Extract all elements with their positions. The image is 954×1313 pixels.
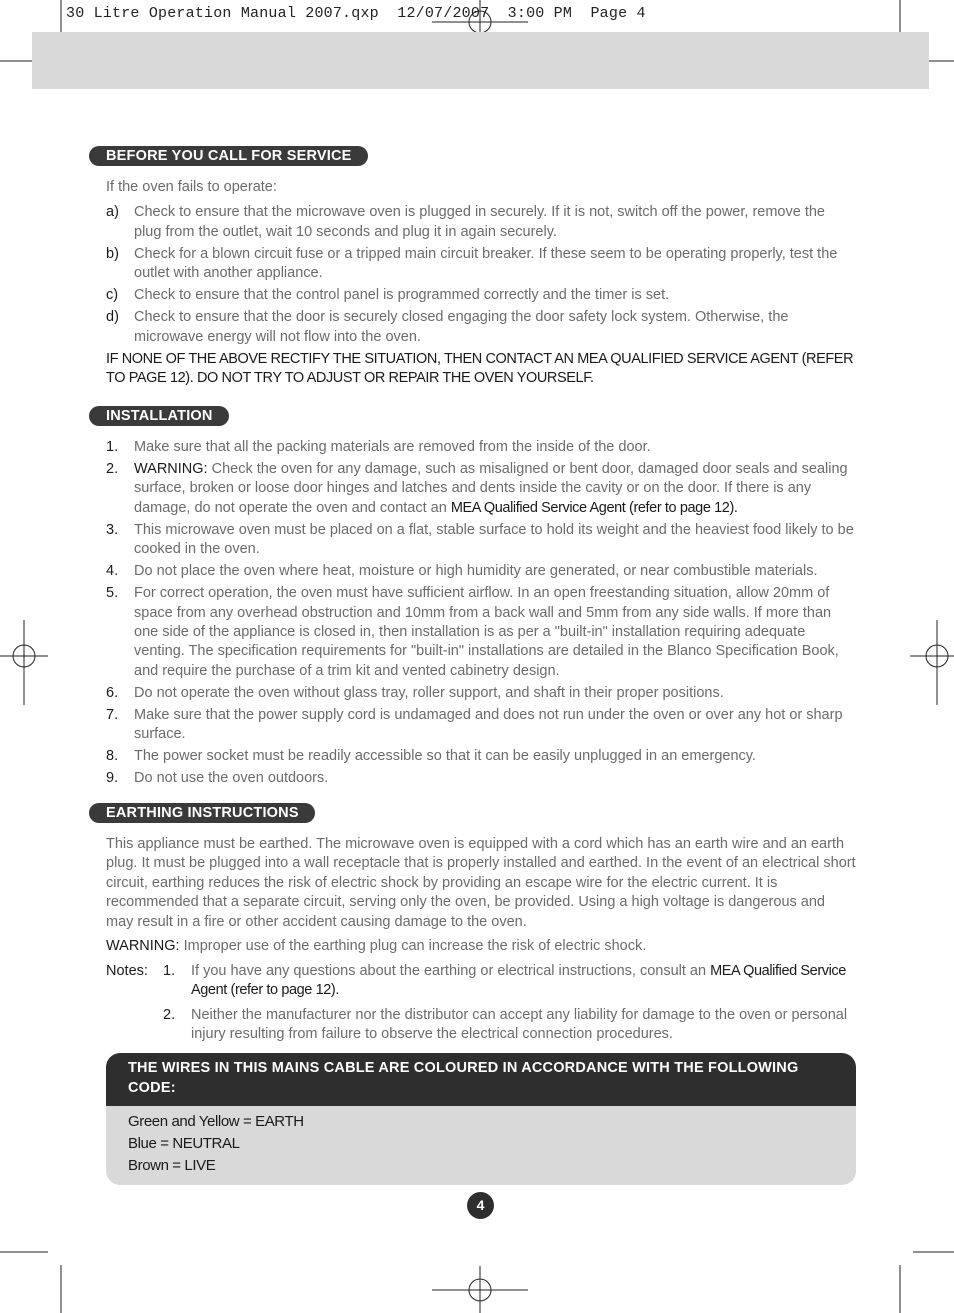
list-text: The power socket must be readily accessible so that it can be easily unplugged in an emergency. bbox=[134, 748, 756, 765]
list-item bbox=[106, 562, 856, 581]
earthing-warning bbox=[106, 937, 856, 956]
service-section bbox=[106, 178, 856, 388]
list-item bbox=[106, 286, 856, 305]
list-item bbox=[106, 706, 856, 745]
list-text: Make sure that all the packing materials are removed from the inside of the door. bbox=[134, 439, 651, 455]
service-intro: If the oven fails to operate: bbox=[106, 179, 277, 195]
warning-label: WARNING: bbox=[106, 938, 180, 955]
note-text: Neither the manufacturer nor the distributor can accept any liability for damage to the oven or personal injury resulting from failure to observe the electrical connection procedures. bbox=[191, 1006, 848, 1043]
list-text: For correct operation, the oven must have sufficient airflow. In an open freestanding situation, allow 20mm of space from any overhead obstruction and 10mm from a back wall and 5mm from any side walls. If more than one side of the appliance is closed in, then installation is as per a "built-in" installation requiring adequate venting. The specification requirements for "built-in" installations are detailed in the Blanco Specification Book, and require the purchase of a trim kit and vented cabinetry design. bbox=[134, 585, 839, 679]
installation-list bbox=[106, 438, 856, 789]
warning-label: WARNING: bbox=[134, 461, 208, 477]
list-text: Check to ensure that the microwave oven is plugged in securely. If it is not, switch off the power, remove the plug from the outlet, wait 10 seconds and plug it in again securely. bbox=[134, 204, 825, 240]
earthing-body: This appliance must be earthed. The microwave oven is equipped with a cord which has an earth wire and an earth plug. It must be plugged into a wall receptacle that is properly installed and earthed. In the event of an electrical short circuit, earthing reduces the risk of electric shock by providing an escape wire for the electric current. It is recommended that a separate circuit, serving only the oven, be provided. Using a high voltage is dangerous and may result in a fire or other accident causing damage to the oven. bbox=[106, 836, 856, 930]
wire-colour-code-box bbox=[106, 1053, 856, 1185]
note-item bbox=[106, 1006, 856, 1045]
list-item bbox=[106, 203, 856, 242]
list-item bbox=[106, 438, 856, 457]
list-text: Check to ensure that the door is securely closed engaging the door safety lock system. Otherwise, the microwave energy will not flow into the oven. bbox=[134, 309, 789, 345]
warning-text: Improper use of the earthing plug can increase the risk of electric shock. bbox=[179, 938, 647, 955]
list-item bbox=[106, 245, 856, 284]
print-slug-line: 30 Litre Operation Manual 2007.qxp 12/07/2007 3:00 PM Page 4 bbox=[66, 5, 646, 22]
note-marker: 2. bbox=[163, 1006, 176, 1023]
installation-section bbox=[106, 438, 856, 791]
list-marker: 3. bbox=[106, 521, 119, 538]
service-list bbox=[106, 203, 856, 347]
note-text: If you have any questions about the earthing or electrical instructions, consult an bbox=[191, 963, 711, 979]
list-text: This microwave oven must be placed on a flat, stable surface to hold its weight and the heaviest food likely to be cooked in the oven. bbox=[134, 521, 854, 558]
list-marker: b) bbox=[106, 245, 119, 262]
list-marker: 7. bbox=[106, 706, 119, 723]
wire-line-live: Brown = LIVE bbox=[128, 1157, 216, 1174]
list-item bbox=[106, 584, 856, 681]
list-item bbox=[106, 521, 856, 560]
list-text: Make sure that the power supply cord is undamaged and does not run under the oven or over any hot or sharp surface. bbox=[134, 706, 843, 743]
service-heading: BEFORE YOU CALL FOR SERVICE bbox=[89, 146, 368, 166]
note-marker: 1. bbox=[163, 963, 176, 979]
list-marker: 5. bbox=[106, 585, 119, 602]
earthing-section bbox=[106, 835, 856, 956]
list-marker: 6. bbox=[106, 684, 119, 701]
list-marker: c) bbox=[106, 287, 119, 304]
list-item bbox=[106, 769, 856, 788]
list-marker: d) bbox=[106, 309, 119, 326]
list-text: Do not place the oven where heat, moisture or high humidity are generated, or near combustible materials. bbox=[134, 563, 818, 580]
list-item bbox=[106, 460, 856, 518]
service-notice: IF NONE OF THE ABOVE RECTIFY THE SITUATION, THEN CONTACT AN MEA QUALIFIED SERVICE AGENT (REFER TO PAGE 12). DO NOT TRY TO ADJUST OR REPAIR THE OVEN YOURSELF. bbox=[106, 350, 854, 387]
list-marker: 4. bbox=[106, 563, 119, 580]
earthing-notes bbox=[106, 962, 856, 1045]
list-marker: a) bbox=[106, 204, 119, 221]
wire-line-earth: Green and Yellow = EARTH bbox=[128, 1113, 304, 1130]
list-item bbox=[106, 308, 856, 347]
header-band bbox=[32, 32, 929, 89]
earthing-heading: EARTHING INSTRUCTIONS bbox=[89, 803, 315, 823]
list-marker: 9. bbox=[106, 770, 119, 787]
list-text: Do not operate the oven without glass tray, roller support, and shaft in their proper positions. bbox=[134, 684, 724, 701]
list-text: Do not use the oven outdoors. bbox=[134, 770, 329, 787]
list-marker: 8. bbox=[106, 748, 119, 765]
service-agent-reference: MEA Qualified Service Agent (refer to page 12). bbox=[450, 499, 738, 516]
list-marker: 1. bbox=[106, 439, 119, 455]
wire-colour-code-heading: THE WIRES IN THIS MAINS CABLE ARE COLOURED IN ACCORDANCE WITH THE FOLLOWING CODE: bbox=[106, 1053, 856, 1106]
wire-line-neutral: Blue = NEUTRAL bbox=[128, 1135, 240, 1152]
list-item bbox=[106, 684, 856, 703]
page-number: 4 bbox=[467, 1192, 494, 1219]
notes-label: Notes: bbox=[106, 963, 148, 979]
list-marker: 2. bbox=[106, 461, 119, 477]
list-text: Check to ensure that the control panel is programmed correctly and the timer is set. bbox=[134, 287, 670, 304]
list-text: Check the oven for any damage, such as misaligned or bent door, damaged door seals and sealing surface, broken or loose door hinges and latches and dents inside the cavity or on the door. If there is any damage, do not operate the oven and contact an bbox=[134, 461, 848, 516]
note-item bbox=[106, 962, 856, 1001]
installation-heading: INSTALLATION bbox=[89, 406, 229, 426]
list-item bbox=[106, 747, 856, 766]
wire-colour-code-list bbox=[106, 1106, 856, 1182]
list-text: Check for a blown circuit fuse or a tripped main circuit breaker. If these seem to be operating properly, test the outlet with another appliance. bbox=[134, 245, 838, 282]
service-agent-reference: MEA Qualified Service Agent (refer to page 12). bbox=[191, 963, 846, 999]
